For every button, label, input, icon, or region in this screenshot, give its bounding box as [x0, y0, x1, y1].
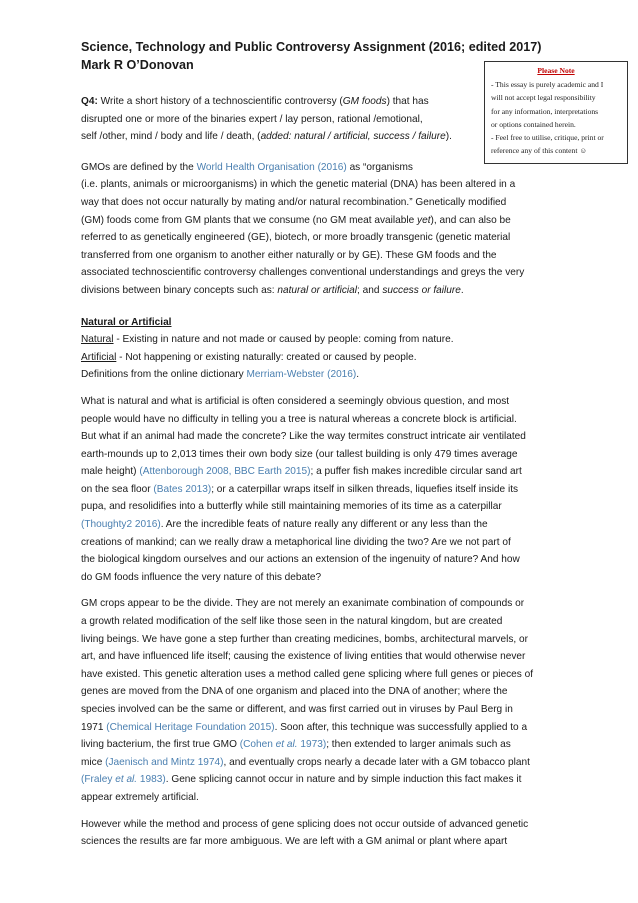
text-line: transferred from one organism to another either naturally or by GE). These GM foods and the — [81, 249, 497, 261]
citation-text: (Fraley — [81, 774, 116, 786]
text: Write a short history of a technoscientific controversy ( — [97, 96, 343, 107]
text-line: sciences the results are far more ambiguous. We are left with a GM animal or plant where apart — [81, 836, 508, 848]
note-heading: Please Note — [537, 66, 575, 75]
text: ; and — [357, 284, 383, 296]
note-line: - This essay is purely academic and I — [491, 80, 604, 90]
citation-text: (Cohen — [239, 739, 276, 751]
text-italic: added: natural / artificial, success / failure — [260, 131, 446, 143]
body-paragraph — [81, 393, 561, 587]
text-line: referred to as genetically engineered (GE), biotech, or more broadly transgenic (genetic material — [81, 232, 511, 244]
citation-link[interactable]: (Jaenisch and Mintz 1974) — [105, 756, 224, 768]
definitions-section — [81, 314, 561, 384]
text-line: associated technoscientific controversy challenges conventional understandings and greys the very — [81, 267, 525, 279]
definition-text: - Existing in nature and not made or caused by people: coming from nature. — [113, 334, 454, 346]
text-line: But what if an animal had made the concrete? Like the way termites construct intricate air ventilated — [81, 431, 526, 443]
text-line: living beings. We have gone a step further than creating medicines, bombs, architectural marvels, or — [81, 633, 528, 645]
text-line: people would have no difficulty in telling you a tree is natural whereas a concrete block is artificial. — [81, 413, 517, 425]
text-line: genes are moved from the DNA of one organism and placed into the DNA of another; where the — [81, 686, 508, 698]
text-line: (i.e. plants, animals or microorganisms) in which the genetic material (DNA) has been altered in a — [81, 179, 516, 191]
citation-text: 1973) — [297, 739, 327, 751]
text-line: GM crops appear to be the divide. They are not merely an exanimate combination of compounds or — [81, 598, 525, 610]
text-line: What is natural and what is artificial is often considered a seemingly obvious question, and most — [81, 395, 510, 407]
text: GMOs are defined by the — [81, 161, 197, 173]
note-line: or options contained herein. — [491, 119, 576, 129]
definition-term: Artificial — [81, 351, 117, 363]
text-line: pupa, and resolidifies into a butterfly while still maintaining memories of its time as a caterpillar — [81, 501, 502, 513]
text: 1971 — [81, 721, 107, 733]
citation-link[interactable]: (Attenborough 2008, BBC Earth 2015) — [139, 466, 311, 478]
text-line: creations of mankind; can we really draw a metaphorical line dividing the two? Are we not part of — [81, 536, 511, 548]
body-paragraph — [81, 816, 561, 851]
citation-link[interactable] — [81, 774, 166, 785]
text-line: a growth related modification of the self like those seen in the natural kingdom, but are created — [81, 616, 503, 628]
text: ; then extended to larger animals such as — [326, 739, 511, 751]
text: ; a puffer fish makes incredible circular sand art — [310, 466, 522, 478]
author-name: Mark R O’Donovan — [81, 58, 194, 72]
text-line: species involved can be the same or different, and was first carried out in viruses by Paul Berg in — [81, 704, 513, 715]
note-line: will not accept legal responsibility — [491, 93, 596, 103]
note-line: for any information, interpretations — [491, 106, 599, 116]
text-line: art, and have influenced life itself; causing the existence of living entities that would otherwise never — [81, 651, 526, 663]
text-line: way that does not occur naturally by mating and/or natural recombination.” Genetically modified — [81, 196, 507, 208]
text: ), and can also be — [430, 214, 511, 226]
text-line: have existed. This genetic alteration uses a method called gene splicing where full genes or pieces of — [81, 668, 534, 680]
text-italic: yet — [417, 214, 431, 226]
definition-text: - Not happening or existing naturally: created or caused by people. — [116, 351, 417, 363]
citation-link[interactable]: Merriam-Webster (2016) — [246, 369, 357, 381]
text: on the sea floor — [81, 483, 154, 495]
text: . Soon after, this technique was successfully applied to a — [274, 721, 528, 733]
text: ) that has — [386, 96, 429, 107]
text-line: earth-mounds up to 2,013 times their own body size (our tallest building is only 479 times average — [81, 448, 518, 460]
text: ). — [445, 131, 452, 143]
definition-term: Natural — [81, 334, 114, 346]
text: divisions between binary concepts such as: — [81, 284, 278, 296]
text-line: disrupted one or more of the binaries expert / lay person, rational /emotional, — [81, 113, 423, 125]
text-italic: natural or artificial — [277, 284, 358, 296]
disclaimer-note — [484, 61, 628, 164]
text-italic: GM foods — [342, 96, 387, 107]
text: self /other, mind / body and life / death, ( — [81, 131, 261, 143]
citation-link[interactable]: (Bates 2013) — [153, 483, 212, 495]
text: . Gene splicing cannot occur in nature and by simple induction this fact makes it — [165, 774, 522, 786]
note-line: - Feel free to utilise, critique, print or — [491, 133, 604, 143]
question-label: Q4: — [81, 96, 98, 107]
text-italic: success or failure — [382, 284, 461, 296]
text: living bacterium, the first true GMO — [81, 739, 240, 751]
citation-link[interactable]: World Health Organisation (2016) — [196, 161, 347, 173]
text-line: However while the method and process of gene splicing does not occur outside of advanced genetic — [81, 818, 529, 830]
citation-link[interactable]: (Thoughty2 2016) — [81, 519, 161, 531]
text: . — [356, 369, 360, 381]
text-line: appear extremely artificial. — [81, 791, 199, 803]
text: . — [460, 284, 464, 296]
document-body — [81, 93, 561, 851]
citation-link[interactable] — [240, 739, 326, 750]
text: (GM) foods come from GM plants that we consume (no GM meat available — [81, 214, 418, 226]
note-line: reference any of this content ☺ — [491, 146, 588, 156]
body-paragraph — [81, 595, 561, 806]
citation-text: 1983) — [137, 774, 166, 786]
text-line: the biological kingdom ourselves and our actions an extension of the ingenuity of nature? And how — [81, 554, 520, 566]
text: , and eventually crops nearly a decade later with a GM tobacco plant — [223, 756, 530, 768]
intro-paragraph — [81, 159, 561, 300]
text: male height) — [81, 466, 140, 478]
text-line: do GM foods influence the very nature of this debate? — [81, 571, 322, 583]
text: ; or a caterpillar wraps itself in silken threads, liquefies itself inside its — [211, 483, 519, 495]
text: as “organisms — [346, 161, 413, 173]
text: . Are the incredible feats of nature really any different or any less than the — [160, 519, 488, 531]
text: mice — [81, 756, 106, 768]
section-heading: Natural or Artificial — [81, 316, 172, 328]
citation-italic: et al. — [115, 774, 138, 786]
citation-link[interactable]: (Chemical Heritage Foundation 2015) — [106, 721, 275, 733]
citation-italic: et al. — [275, 739, 298, 751]
text: Definitions from the online dictionary — [81, 369, 247, 381]
title-line: Science, Technology and Public Controversy Assignment (2016; edited 2017) — [81, 40, 542, 54]
